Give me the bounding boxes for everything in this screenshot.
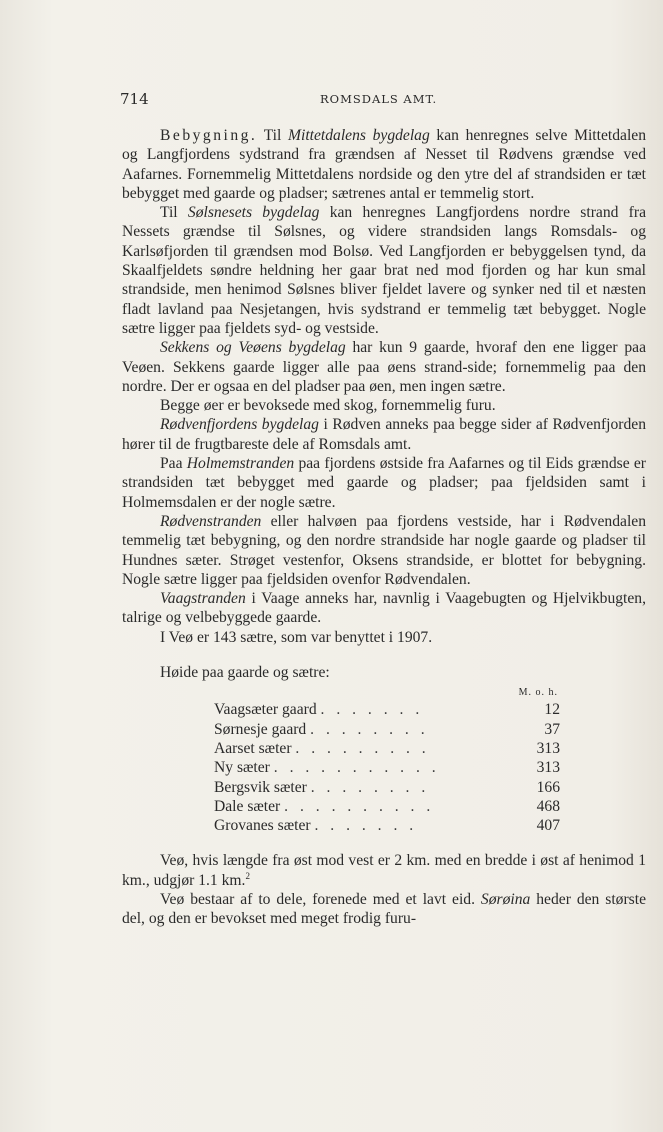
leader-dots: . . . . . . . — [320, 701, 424, 719]
district-name: Holmemstranden — [186, 455, 295, 473]
table-row — [214, 797, 560, 816]
leader-dots: . . . . . . . — [314, 817, 418, 835]
farm-name-text: Grovanes sæter — [214, 817, 311, 835]
farm-name-text: Ny sæter — [214, 759, 270, 777]
height-value: 468 — [536, 797, 560, 815]
district-name: Mittetdalens bygdelag — [288, 127, 430, 144]
farm-name-text: Bergsvik sæter — [214, 778, 307, 796]
leader-dots: . . . . . . . . . — [295, 739, 430, 757]
farm-name — [214, 720, 504, 739]
text-run: heder den største del, og den er bevokset med meget frodig furu- — [122, 890, 646, 928]
district-name: Vaagstranden — [160, 590, 246, 608]
farm-name — [214, 739, 504, 758]
table-row — [214, 700, 560, 719]
paragraph-solsnes — [122, 203, 646, 338]
district-name: Rødvenfjordens bygdelag — [160, 416, 319, 434]
text-run: Til — [257, 127, 288, 144]
paragraph-forest — [122, 396, 646, 415]
text-run: har kun 9 gaarde, hvoraf den ene ligger paa Veøen. Sekkens gaarde ligger alle paa øens strand-side; fornemmelig paa den nordre. Der er ogsaa en del pladser paa øen, men ingen sætre. — [122, 339, 646, 395]
text-run: Paa — [160, 455, 187, 473]
paragraph-veo-size — [122, 851, 646, 890]
paragraph-bebygning — [122, 126, 646, 203]
farm-name-text: Dale sæter — [214, 797, 281, 815]
table-row — [214, 720, 560, 739]
farm-name — [214, 816, 504, 835]
paragraph-vaagstranden — [122, 589, 646, 628]
district-name: Rødvenstranden — [160, 512, 262, 530]
farm-name-text: Sørnesje gaard — [214, 720, 307, 738]
farm-name — [214, 700, 504, 719]
heights-table — [214, 700, 560, 835]
table-row — [214, 739, 560, 758]
running-head: ROMSDALS AMT. — [320, 92, 438, 106]
paragraph-veo-saetre — [122, 628, 646, 647]
paragraph-holmemstranden — [122, 454, 646, 512]
table-row — [214, 778, 560, 797]
text-run: I Veø er 143 sætre, som var benyttet i 1907. — [160, 628, 433, 646]
leader-dots: . . . . . . . . — [310, 720, 429, 738]
text-run: i Vaage anneks har, navnlig i Vaagebugten og Hjelvikbugten, talrige og velbebyggede gaarde. — [122, 590, 646, 627]
farm-name-text: Aarset sæter — [214, 739, 292, 757]
farm-name — [214, 778, 504, 797]
text-run: kan henregnes selve Mittetdalen og Langfjordens sydstrand fra grændsen af Nesset til Rødvens grændse ved Aafarnes. Fornemmelig Mittetdalens nordside og den ytre del af strandsiden er tæt bebygget med gaarde og pladser; sætrenes antal er temmelig stort. — [122, 127, 646, 202]
text-run: Veø, hvis længde fra øst mod vest er 2 km. med en bredde i øst af henimod 1 km., udgjør 1.1 km. — [122, 852, 646, 889]
farm-name-text: Vaagsæter gaard — [214, 701, 317, 719]
table-row — [214, 758, 560, 777]
paragraph-veo-parts — [122, 890, 646, 929]
text-run: eller halvøen paa fjordens vestside, har i Rødvendalen temmelig tæt bebygning, og den nordre strandside har nogle gaarde og pladser til Hundnes sæter. Strøget vestenfor, Oksens strandside, er blottet for bebygning. Nogle sætre ligger paa fjeldsiden ovenfor Rødvendalen. — [122, 512, 646, 588]
island-name: Sørøina — [480, 890, 531, 908]
footnote-marker: 2 — [245, 870, 250, 881]
district-name: Sølsnesets bygdelag — [187, 204, 320, 222]
farm-name — [214, 758, 504, 777]
paragraph-rodvenstranden — [122, 512, 646, 589]
section-lead: Bebygning. — [160, 127, 258, 144]
text-run: Begge øer er bevoksede med skog, fornemmelig furu. — [160, 397, 496, 415]
page-number: 714 — [120, 90, 149, 108]
leader-dots: . . . . . . . . — [310, 778, 430, 796]
table-row — [214, 816, 560, 835]
text-run: paa fjordens østside fra Aafarnes og til Eids grændse er strandsiden tæt bebygget med gaarde og pladser; paa fjeldsiden samt i Holmemsdalen er der nogle sætre. — [122, 455, 646, 511]
farm-name — [214, 797, 504, 816]
text-run: Til — [160, 204, 188, 222]
district-name: Sekkens og Veøens bygdelag — [160, 339, 346, 357]
height-value: 407 — [536, 817, 560, 835]
body-text — [122, 126, 646, 929]
height-value: 12 — [544, 701, 560, 719]
height-value: 313 — [536, 739, 560, 757]
text-run: Veø bestaar af to dele, forenede med et lavt eid. — [160, 890, 481, 908]
leader-dots: . . . . . . . . . . . — [273, 759, 440, 777]
text-run: kan henregnes Langfjordens nordre strand fra Nessets grændse til Sølsnes, og videre strandsiden langs Romsdals- og Karlsøfjorden til grændsen mod Bolsø. Ved Langfjorden er bebyggelsen tynd, da Skaalfjeldets søndre heldning her gaar brat ned mod fjorden og har kun smal strandside, men henimod Sølsnes bliver fjeldet lavere og synker ned til et næsten fladt lavland paa Nesjetangen, hvis sydstrand er temmelig tæt bebygget. Nogle sætre ligger paa fjeldets syd- og vestside. — [122, 204, 646, 337]
page-header — [120, 90, 645, 114]
height-value: 166 — [536, 778, 560, 796]
leader-dots: . . . . . . . . . . — [284, 797, 435, 815]
heights-title: Høide paa gaarde og sætre: — [160, 664, 330, 682]
height-value: 313 — [536, 759, 560, 777]
height-value: 37 — [544, 720, 560, 738]
paragraph-rodvenfjorden — [122, 415, 646, 454]
text-run: i Rødven anneks paa begge sider af Rødvenfjorden hører til de frugtbareste dele af Romsdals amt. — [122, 416, 646, 453]
paragraph-sekken — [122, 338, 646, 396]
unit-label: M. o. h. — [518, 687, 558, 699]
